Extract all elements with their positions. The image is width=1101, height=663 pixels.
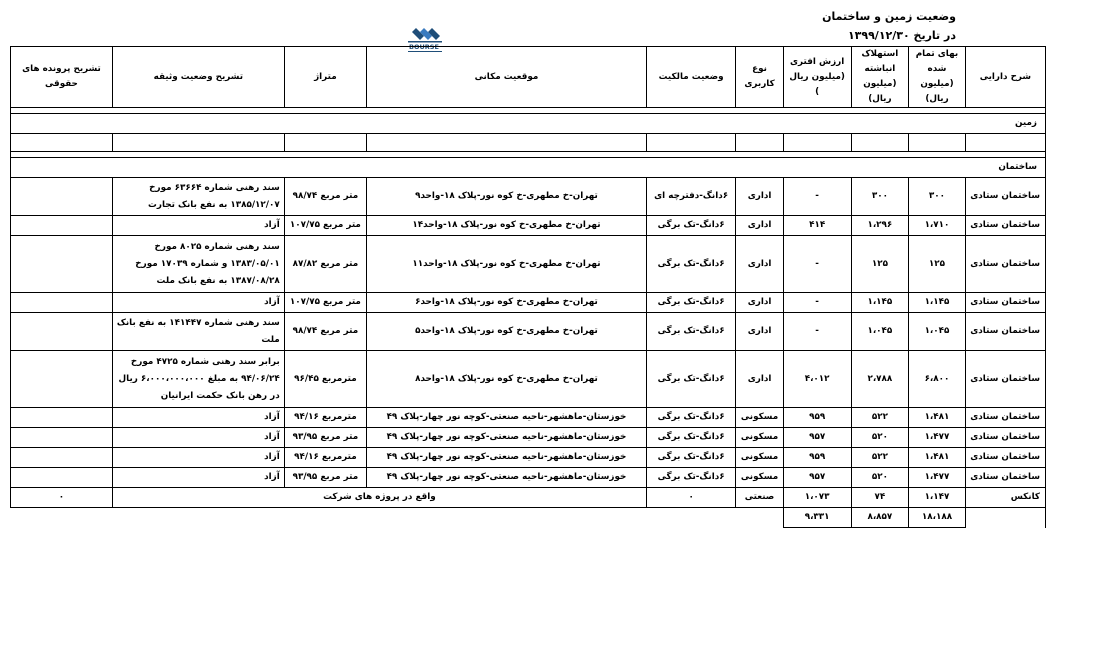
cell-location: تهران-خ مطهری-خ کوه نور-پلاک ۱۸-واحد۹ — [367, 178, 647, 216]
cell-depreciation: ۳۰۰ — [851, 178, 909, 216]
report-date: در تاریخ ۱۳۹۹/۱۲/۳۰ — [847, 29, 956, 42]
cell-book-value: - — [783, 178, 851, 216]
table-row — [11, 216, 1046, 236]
cell-usage: صنعتی — [736, 488, 783, 508]
cell-book-value: ۴،۰۱۲ — [783, 351, 851, 408]
report-title-block — [822, 7, 956, 45]
cell-legal — [11, 216, 113, 236]
cell-deed: سند رهنی شماره ۱۴۱۴۴۷ به نفع بانک ملت — [112, 313, 284, 351]
cell-usage: مسکونی — [736, 408, 783, 428]
col-book-value: ارزش افتری (میلیون ریال ) — [783, 47, 851, 108]
cell-area: متر مربع ۹۸/۷۴ — [284, 178, 366, 216]
cell-asset: ساختمان ستادی — [965, 293, 1045, 313]
cell-book-value: ۹۵۹ — [783, 448, 851, 468]
cell-ownership: ۶دانگ-تک برگی — [646, 468, 736, 488]
cell-cost: ۶،۸۰۰ — [909, 351, 966, 408]
cell-depreciation: ۵۲۲ — [851, 408, 909, 428]
cell-area: متر مربع ۹۳/۹۵ — [284, 428, 366, 448]
cell-deed: آزاد — [112, 408, 284, 428]
cell-depreciation: ۱،۰۴۵ — [851, 313, 909, 351]
cell-deed: آزاد — [112, 448, 284, 468]
col-usage: نوع کاربری — [736, 47, 783, 108]
cell-cost: ۳۰۰ — [909, 178, 966, 216]
section-building-row — [11, 158, 1046, 178]
table-row — [11, 408, 1046, 428]
cell-ownership: ۶دانگ-تک برگی — [646, 428, 736, 448]
cell-legal — [11, 313, 113, 351]
cell-depreciation: ۷۴ — [851, 488, 909, 508]
cell-cost: ۱،۱۴۵ — [909, 293, 966, 313]
cell-area: مترمربع ۹۶/۴۵ — [284, 351, 366, 408]
cell-usage: اداری — [736, 216, 783, 236]
cell-location: تهران-خ مطهری-خ کوه نور-پلاک ۱۸-واحد۶ — [367, 293, 647, 313]
cell-ownership: ۰ — [646, 488, 736, 508]
cell-ownership: ۶دانگ-تک برگی — [646, 313, 736, 351]
cell-deed: آزاد — [112, 216, 284, 236]
cell-usage: اداری — [736, 293, 783, 313]
cell-usage: اداری — [736, 313, 783, 351]
cell-location: تهران-خ مطهری-خ کوه نور-پلاک ۱۸-واحد۵ — [367, 313, 647, 351]
col-asset: شرح دارایی — [965, 47, 1045, 108]
cell-cost: ۱،۴۸۱ — [909, 448, 966, 468]
table-row — [11, 178, 1046, 216]
cell-cost: ۱۲۵ — [909, 236, 966, 293]
cell-legal — [11, 408, 113, 428]
cell-usage: اداری — [736, 351, 783, 408]
cell-location: خوزستان-ماهشهر-ناحیه صنعتی-کوچه نور چهار-پلاک ۴۹ — [367, 448, 647, 468]
col-legal: تشریح پرونده های حقوقی — [11, 47, 113, 108]
col-deed: تشریح وضعیت وثیقه — [112, 47, 284, 108]
cell-cost: ۱،۴۸۱ — [909, 408, 966, 428]
bourse-logo-text: BOURSE — [409, 43, 439, 51]
totals-row — [11, 508, 1046, 528]
cell-asset: ساختمان ستادی — [965, 236, 1045, 293]
cell-depreciation: ۵۲۲ — [851, 448, 909, 468]
cell-ownership: ۶دانگ-تک برگی — [646, 408, 736, 428]
cell-area: متر مربع ۸۷/۸۲ — [284, 236, 366, 293]
col-ownership: وضعیت مالکیت — [646, 47, 736, 108]
cell-area: متر مربع ۹۳/۹۵ — [284, 468, 366, 488]
report-title: وضعیت زمین و ساختمان — [822, 10, 956, 23]
cell-legal: ۰ — [11, 488, 113, 508]
cell-book-value: ۹۵۷ — [783, 468, 851, 488]
cell-deed: سند رهنی شماره ۶۳۶۶۴ مورخ ۱۳۸۵/۱۲/۰۷ به نفع بانک تجارت — [112, 178, 284, 216]
cell-legal — [11, 236, 113, 293]
cell-ownership: ۶دانگ-تک برگی — [646, 236, 736, 293]
cell-area: متر مربع ۹۸/۷۴ — [284, 313, 366, 351]
cell-book-value: - — [783, 236, 851, 293]
cell-cost: ۱،۷۱۰ — [909, 216, 966, 236]
section-land-row — [11, 114, 1046, 134]
cell-cost: ۱،۴۷۷ — [909, 428, 966, 448]
cell-ownership: ۶دانگ-تک برگی — [646, 216, 736, 236]
cell-area: مترمربع ۹۴/۱۶ — [284, 408, 366, 428]
cell-legal — [11, 468, 113, 488]
cell-asset: ساختمان ستادی — [965, 468, 1045, 488]
cell-deed: سند رهنی شماره ۸۰۲۵ مورخ ۱۳۸۳/۰۵/۰۱ و شماره ۱۷۰۳۹ مورخ ۱۳۸۷/۰۸/۲۸ به نفع بانک ملت — [112, 236, 284, 293]
cell-depreciation: ۲،۷۸۸ — [851, 351, 909, 408]
cell-location: تهران-خ مطهری-خ کوه نور-پلاک ۱۸-واحد۸ — [367, 351, 647, 408]
cell-depreciation: ۵۲۰ — [851, 468, 909, 488]
cell-asset: ساختمان ستادی — [965, 428, 1045, 448]
cell-legal — [11, 351, 113, 408]
cell-book-value: ۱،۰۷۳ — [783, 488, 851, 508]
table-row — [11, 468, 1046, 488]
cell-cost: ۱،۱۴۷ — [909, 488, 966, 508]
cell-depreciation: ۱،۱۴۵ — [851, 293, 909, 313]
cell-ownership: ۶دانگ-دفترچه ای — [646, 178, 736, 216]
table-row — [11, 313, 1046, 351]
cell-deed: برابر سند رهنی شماره ۴۷۲۵ مورخ ۹۴/۰۶/۲۴ به مبلغ ۶،۰۰۰،۰۰۰،۰۰۰ ریال در رهن بانک حکمت ایرانیان — [112, 351, 284, 408]
cell-area: متر مربع ۱۰۷/۷۵ — [284, 293, 366, 313]
cell-book-value: - — [783, 313, 851, 351]
cell-cost: ۱،۴۷۷ — [909, 468, 966, 488]
assets-table — [10, 46, 1046, 528]
table-row — [11, 351, 1046, 408]
cell-asset: ساختمان ستادی — [965, 178, 1045, 216]
col-cost: بهای تمام شده (میلیون ریال) — [909, 47, 966, 108]
cell-asset: ساختمان ستادی — [965, 351, 1045, 408]
cell-location: خوزستان-ماهشهر-ناحیه صنعتی-کوچه نور چهار-پلاک ۴۹ — [367, 408, 647, 428]
table-row — [11, 428, 1046, 448]
section-building-label: ساختمان — [11, 158, 1046, 178]
cell-asset: ساختمان ستادی — [965, 313, 1045, 351]
cell-asset: ساختمان ستادی — [965, 408, 1045, 428]
cell-usage: مسکونی — [736, 428, 783, 448]
cell-ownership: ۶دانگ-تک برگی — [646, 351, 736, 408]
section-land-label: زمین — [11, 114, 1046, 134]
cell-legal — [11, 428, 113, 448]
col-area: متراژ — [284, 47, 366, 108]
cell-deed: آزاد — [112, 428, 284, 448]
cell-location: تهران-خ مطهری-خ کوه نور-پلاک ۱۸-واحد۱۴ — [367, 216, 647, 236]
cell-depreciation: ۱،۲۹۶ — [851, 216, 909, 236]
cell-usage: اداری — [736, 178, 783, 216]
cell-legal — [11, 293, 113, 313]
cell-book-value: ۹۵۹ — [783, 408, 851, 428]
cell-asset: ساختمان ستادی — [965, 448, 1045, 468]
cell-usage: مسکونی — [736, 448, 783, 468]
cell-usage: مسکونی — [736, 468, 783, 488]
cell-book-value: ۴۱۴ — [783, 216, 851, 236]
cell-deed: آزاد — [112, 293, 284, 313]
cell-legal — [11, 178, 113, 216]
table-row — [11, 293, 1046, 313]
cell-location: تهران-خ مطهری-خ کوه نور-پلاک ۱۸-واحد۱۱ — [367, 236, 647, 293]
cell-depreciation: ۵۲۰ — [851, 428, 909, 448]
table-header-row — [11, 47, 1046, 108]
table-row — [11, 448, 1046, 468]
total-book-value: ۹،۳۳۱ — [783, 508, 851, 528]
col-depreciation: استهلاک انباشته (میلیون ریال) — [851, 47, 909, 108]
cell-area: مترمربع ۹۴/۱۶ — [284, 448, 366, 468]
cell-cost: ۱،۰۴۵ — [909, 313, 966, 351]
cell-legal — [11, 448, 113, 468]
land-empty-row — [11, 134, 1046, 152]
col-location: موقعیت مکانی — [367, 47, 647, 108]
cell-ownership: ۶دانگ-تک برگی — [646, 448, 736, 468]
cell-book-value: - — [783, 293, 851, 313]
cell-asset: ساختمان ستادی — [965, 216, 1045, 236]
cell-location: خوزستان-ماهشهر-ناحیه صنعتی-کوچه نور چهار-پلاک ۴۹ — [367, 468, 647, 488]
cell-usage: اداری — [736, 236, 783, 293]
cell-deed: آزاد — [112, 468, 284, 488]
cell-location: واقع در پروژه های شرکت — [112, 488, 646, 508]
cell-depreciation: ۱۲۵ — [851, 236, 909, 293]
cell-ownership: ۶دانگ-تک برگی — [646, 293, 736, 313]
cell-asset: کانکس — [965, 488, 1045, 508]
total-cost: ۱۸،۱۸۸ — [909, 508, 966, 528]
total-depreciation: ۸،۸۵۷ — [851, 508, 909, 528]
cell-book-value: ۹۵۷ — [783, 428, 851, 448]
cell-area: متر مربع ۱۰۷/۷۵ — [284, 216, 366, 236]
cell-location: خوزستان-ماهشهر-ناحیه صنعتی-کوچه نور چهار-پلاک ۴۹ — [367, 428, 647, 448]
table-row — [11, 236, 1046, 293]
table-row — [11, 488, 1046, 508]
